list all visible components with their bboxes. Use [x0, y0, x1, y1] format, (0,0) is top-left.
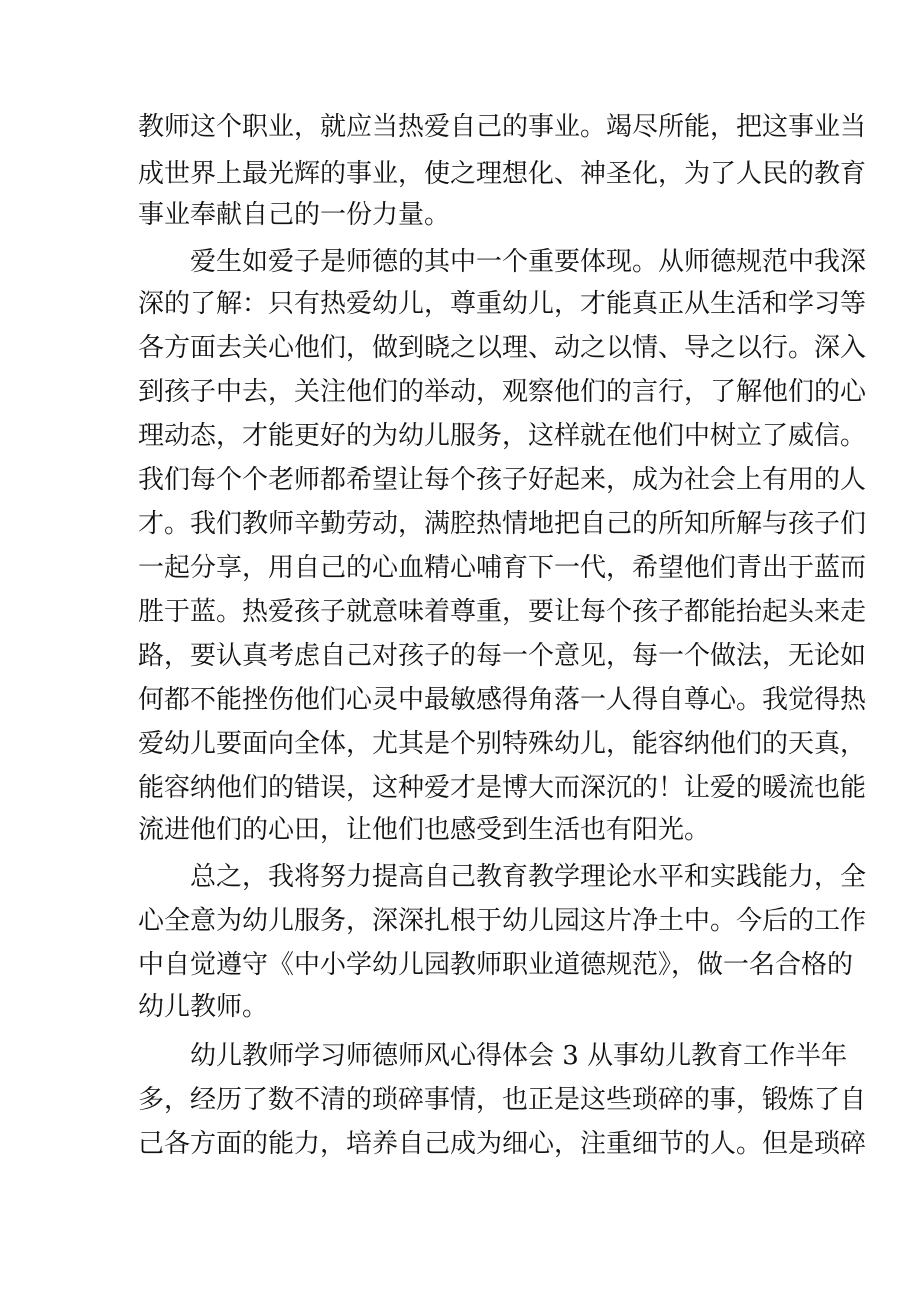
text-line: 深的了解：只有热爱幼儿，尊重幼儿，才能真正从生活和学习等 [138, 289, 867, 319]
text-line: 胜于蓝。热爱孩子就意味着尊重，要让每个孩子都能抬起头来走 [138, 597, 867, 627]
text-line: 何都不能挫伤他们心灵中最敏感得角落一人得自尊心。我觉得热 [138, 685, 867, 715]
text-line: 爱幼儿要面向全体，尤其是个别特殊幼儿，能容纳他们的天真， [138, 729, 867, 759]
text-line: 心全意为幼儿服务，深深扎根于幼儿园这片净土中。今后的工作 [138, 906, 867, 936]
text-line: 流进他们的心田，让他们也感受到生活也有阳光。 [138, 815, 711, 845]
text-line: 理动态，才能更好的为幼儿服务，这样就在他们中树立了威信。 [138, 421, 867, 451]
text-line: 教师这个职业，就应当热爱自己的事业。竭尽所能，把这事业当 [138, 112, 867, 142]
paragraph-first-line: 爱生如爱子是师德的其中一个重要体现。从师德规范中我深 [190, 247, 867, 277]
text-line: 才。我们教师辛勤劳动，满腔热情地把自己的所知所解与孩子们 [138, 509, 867, 539]
text-line: 成世界上最光辉的事业，使之理想化、神圣化，为了人民的教育 [138, 159, 867, 189]
text-line: 事业奉献自己的一份力量。 [138, 200, 451, 230]
text-line: 我们每个个老师都希望让每个孩子好起来，成为社会上有用的人 [138, 465, 867, 495]
text-line: 到孩子中去，关注他们的举动，观察他们的言行，了解他们的心 [138, 377, 867, 407]
text-line: 各方面去关心他们，做到晓之以理、动之以情、导之以行。深入 [138, 333, 867, 363]
text-line: 多，经历了数不清的琐碎事情，也正是这些琐碎的事，锻炼了自 [138, 1085, 867, 1115]
paragraph-first-line: 幼儿教师学习师德师风心得体会 3 从事幼儿教育工作半年 [190, 1041, 848, 1071]
text-line: 路，要认真考虑自己对孩子的每一个意见，每一个做法，无论如 [138, 641, 867, 671]
text-line: 幼儿教师。 [138, 992, 269, 1022]
text-line: 能容纳他们的错误，这种爱才是博大而深沉的！让爱的暖流也能 [138, 773, 867, 803]
paragraph-first-line: 总之，我将努力提高自己教育教学理论水平和实践能力，全 [190, 862, 867, 892]
text-line: 己各方面的能力，培养自己成为细心，注重细节的人。但是琐碎 [138, 1129, 867, 1159]
text-line: 一起分享，用自己的心血精心哺育下一代，希望他们青出于蓝而 [138, 553, 867, 583]
text-line: 中自觉遵守《中小学幼儿园教师职业道德规范》，做一名合格的 [138, 950, 854, 980]
